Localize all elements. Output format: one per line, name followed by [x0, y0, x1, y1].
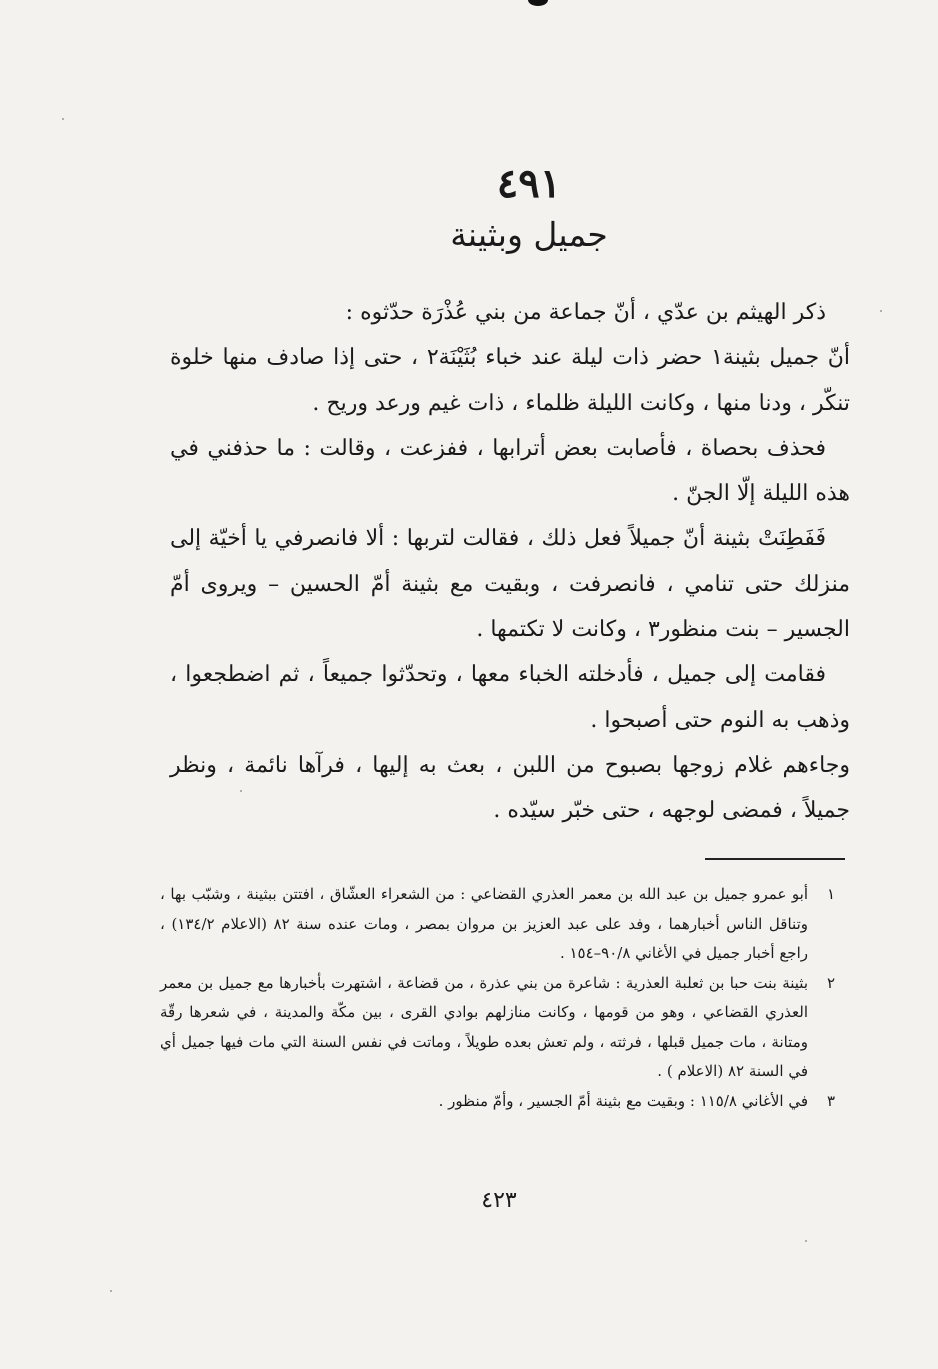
footnote-number: ٣: [826, 1091, 836, 1110]
footnote-text: بثينة بنت حبا بن ثعلبة العذرية : شاعرة من بني عذرة ، من قضاعة ، اشتهرت بأخبارها مع جميل بن معمر العذري القضاعي ، وهو من قومها ، وكانت منازلهم بوادي القرى ، بين مكّة والمدينة ، في شعرها رقّة ومتانة ، مات جميل قبلها ، فرثته ، ولم تعش بعده طويلاً ، وماتت في نفس السنة التي مات فيها جميل أي في السنة ٨٢ (الاعلام ) .: [160, 973, 808, 1080]
paper-speck: [240, 790, 242, 792]
story-number: ٤٩١: [496, 160, 562, 207]
paragraph: ذكر الهيثم بن عدّي ، أنّ جماعة من بني عُذْرَة حدّثوه :: [345, 300, 826, 325]
paper-speck: [110, 1290, 112, 1292]
story-title: جميل وبثينة: [450, 215, 608, 254]
story-body: [170, 290, 850, 834]
paragraph: فَفَطِنَتْ بثينة أنّ جميلاً فعل ذلك ، فقالت لتربها : ألا فانصرفي يا أخيّة إلى منزلك حتى تنامي ، فانصرفت ، وبقيت مع بثينة أمّ الحسين – ويروى أمّ الجسير – بنت منظور٣ ، وكانت لا تكتمها .: [170, 526, 850, 643]
footnote: [160, 1087, 850, 1117]
paragraph: وجاءهم غلام زوجها بصبوح من اللبن ، بعث به إليها ، فرآها نائمة ، ونظر جميلاً ، فمضى لوجهه ، حتى خبّر سيّده .: [170, 752, 850, 824]
ink-mark: [528, 0, 548, 6]
paper-speck: [62, 118, 64, 120]
paragraph: فحذف بحصاة ، فأصابت بعض أترابها ، ففزعت ، وقالت : ما حذفني في هذه الليلة إلّا الجنّ .: [170, 435, 850, 507]
footnote-separator: [705, 858, 845, 860]
footnote-number: ١: [826, 885, 836, 903]
footnote: [160, 969, 850, 1087]
footnote-number: ٢: [826, 973, 836, 992]
footnote-text: أبو عمرو جميل بن عبد الله بن معمر العذري القضاعي : من الشعراء العشّاق ، افتتن ببثينة ، وشبّب بها ، وتناقل الناس أخبارهما ، وفد على عبد العزيز بن مروان بمصر ، ومات عنده سنة ٨٢ (الاعلام ١٣٤/٢) ، راجع أخبار جميل في الأغاني ٩٠/٨–١٥٤ .: [160, 885, 808, 962]
footnote: [160, 880, 850, 969]
paper-speck: [805, 1240, 807, 1242]
footnotes: [160, 880, 850, 1116]
paragraph: أنّ جميل بثينة١ حضر ذات ليلة عند خباء بُثَيْنَة٢ ، حتى إذا صادف منها خلوة تنكّر ، ودنا منها ، وكانت الليلة ظلماء ، ذات غيم ورعد وريح .: [170, 345, 850, 416]
page-number: ٤٢٣: [481, 1188, 517, 1213]
footnote-text: في الأغاني ١١٥/٨ : وبقيت مع بثينة أمّ الجسير ، وأمّ منظور .: [438, 1091, 808, 1110]
paragraph: فقامت إلى جميل ، فأدخلته الخباء معها ، وتحدّثوا جميعاً ، ثم اضطجعوا ، وذهب به النوم حتى أصبحوا .: [170, 662, 850, 733]
paper-speck: [880, 310, 882, 312]
